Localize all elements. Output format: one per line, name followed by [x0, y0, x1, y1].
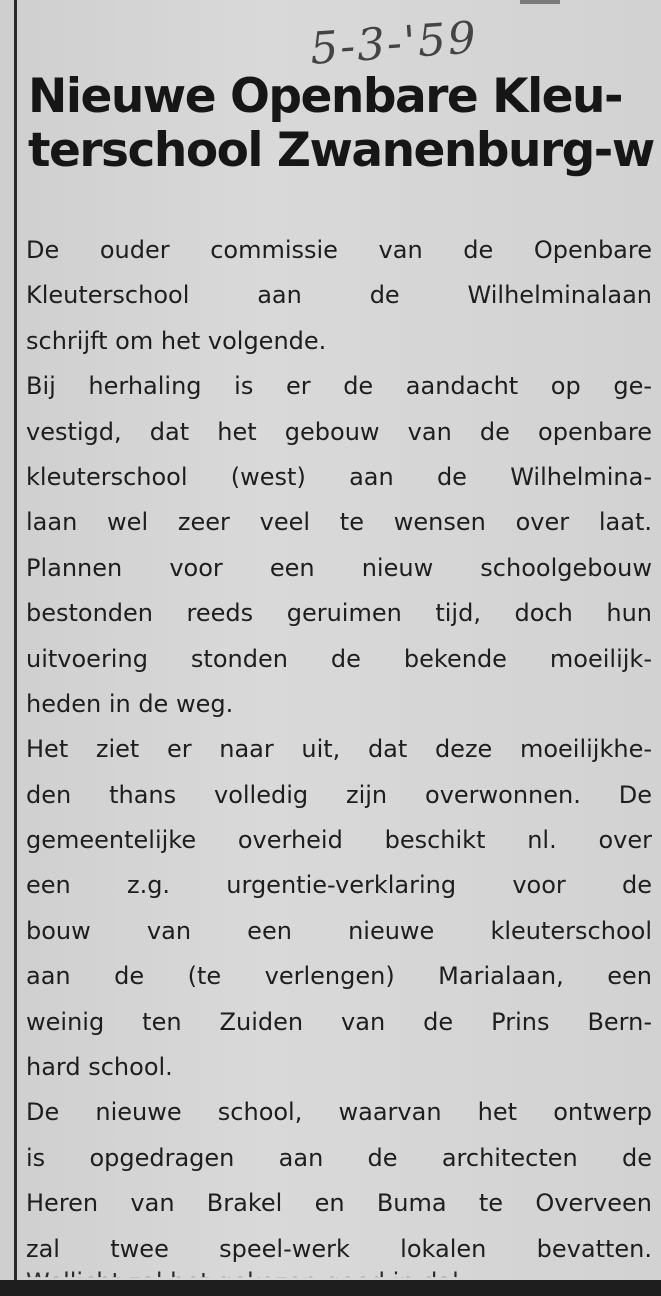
text-line: bouw van een nieuwe kleuterschool	[26, 916, 652, 945]
column-rule	[14, 0, 17, 1296]
text-line: weinig ten Zuiden van de Prins Bern-	[26, 1007, 652, 1036]
headline-line-1: Nieuwe Openbare Kleu-	[28, 69, 623, 124]
text-line: gemeentelijke overheid beschikt nl. over	[26, 826, 652, 855]
text-line: Heren van Brakel en Buma te Overveen	[26, 1189, 652, 1218]
text-line: aan de (te verlengen) Marialaan, een	[26, 962, 652, 991]
text-line: Bij herhaling is er de aandacht op ge-	[26, 372, 652, 401]
handwritten-date: 5-3-'59	[308, 12, 480, 75]
text-line: Kleuterschool aan de Wilhelminalaan	[26, 281, 652, 310]
print-mark	[520, 0, 560, 4]
clipping-edge	[0, 1280, 661, 1296]
headline-line-2: terschool Zwanenburg-w	[28, 123, 654, 178]
text-line: heden in de weg.	[26, 689, 234, 718]
text-line: vestigd, dat het gebouw van de openbare	[26, 417, 652, 446]
text-line: zal twee speel-werk lokalen bevatten.	[26, 1234, 652, 1263]
paragraph-1	[26, 228, 652, 364]
paragraph-3	[26, 727, 652, 1090]
text-line: De nieuwe school, waarvan het ontwerp	[26, 1098, 652, 1127]
text-line: hard school.	[26, 1053, 173, 1082]
paragraph-2	[26, 364, 652, 727]
text-line: een z.g. urgentie-verklaring voor de	[26, 871, 652, 900]
article-headline	[28, 70, 658, 178]
text-line: De ouder commissie van de Openbare	[26, 236, 652, 264]
text-line: laan wel zeer veel te wensen over laat.	[26, 508, 652, 537]
text-line: Plannen voor een nieuw schoolgebouw	[26, 553, 652, 582]
text-line: den thans volledig zijn overwonnen. De	[26, 780, 652, 809]
text-line: is opgedragen aan de architecten de	[26, 1143, 652, 1172]
text-line: uitvoering stonden de bekende moeilijk-	[26, 644, 652, 673]
text-line: bestonden reeds geruimen tijd, doch hun	[26, 599, 652, 628]
text-line: schrijft om het volgende.	[26, 326, 327, 355]
text-line: kleuterschool (west) aan de Wilhelmina-	[26, 462, 652, 491]
article-body	[26, 228, 652, 1272]
text-line: Het ziet er naar uit, dat deze moeilijkhe-	[26, 735, 652, 764]
paragraph-4	[26, 1090, 652, 1272]
